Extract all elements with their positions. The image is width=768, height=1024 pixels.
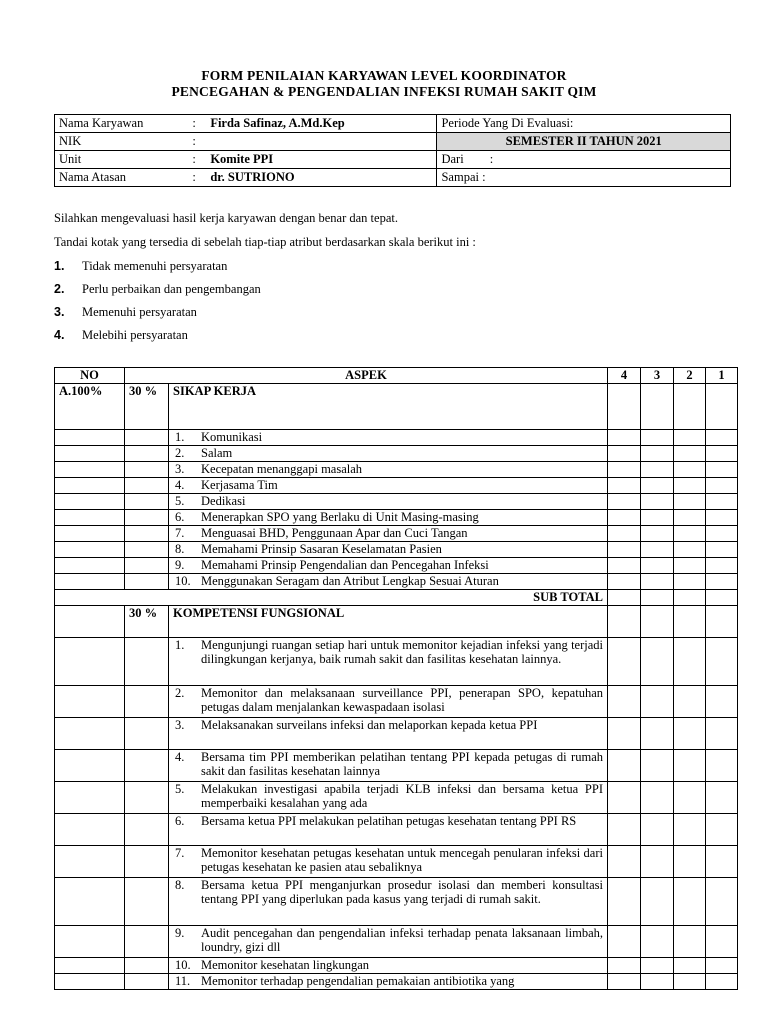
empty-cell [55, 574, 125, 590]
item-text: Salam [201, 446, 233, 460]
item-text: Memonitor kesehatan petugas kesehatan untuk mencegah penularan infeksi dari petugas kesehatan ke pasien atau sebaliknya [201, 846, 603, 874]
empty-cell [55, 814, 125, 846]
score-cell[interactable] [608, 686, 641, 718]
empty-cell [125, 542, 169, 558]
table-row [55, 638, 738, 686]
score-cell[interactable] [608, 478, 641, 494]
score-cell[interactable] [641, 958, 674, 974]
item-text: Dedikasi [201, 494, 246, 508]
empty-cell [125, 462, 169, 478]
section-title: KOMPETENSI FUNGSIONAL [169, 606, 608, 638]
score-cell[interactable] [608, 926, 641, 958]
form-subtitle: PENCEGAHAN & PENGENDALIAN INFEKSI RUMAH SAKIT QIM [171, 84, 597, 99]
item-number: 5. [175, 494, 185, 508]
scale-item [54, 282, 261, 297]
semester-value: SEMESTER II TAHUN 2021 [437, 133, 731, 151]
list-item [173, 878, 603, 906]
score-cell[interactable] [674, 494, 706, 510]
aspect-item [169, 814, 608, 846]
score-cell[interactable] [706, 846, 738, 878]
table-row [55, 686, 738, 718]
score-cell[interactable] [706, 510, 738, 526]
empty-cell [125, 814, 169, 846]
item-number: 2. [175, 446, 185, 460]
empty-cell [125, 974, 169, 990]
table-row [55, 494, 738, 510]
aspect-item [169, 510, 608, 526]
score-cell[interactable] [706, 494, 738, 510]
item-text: Melakukan investigasi apabila terjadi KLB infeksi dan bersama ketua PPI memperbaiki kesalahan yang ada [201, 782, 603, 810]
periode-label: Periode Yang Di Evaluasi: [437, 115, 731, 133]
score-cell[interactable] [674, 542, 706, 558]
scale-number: 4. [54, 328, 65, 342]
empty-cell [55, 718, 125, 750]
score-cell[interactable] [641, 606, 674, 638]
score-cell[interactable] [706, 926, 738, 958]
score-cell[interactable] [706, 718, 738, 750]
table-row [55, 926, 738, 958]
list-item [173, 430, 603, 444]
score-cell[interactable] [706, 430, 738, 446]
colon: : [188, 151, 206, 169]
empty-cell [125, 718, 169, 750]
list-item [173, 718, 603, 732]
score-cell[interactable] [706, 590, 738, 606]
empty-cell [125, 574, 169, 590]
empty-cell [55, 430, 125, 446]
score-cell[interactable] [641, 446, 674, 462]
score-cell[interactable] [674, 574, 706, 590]
score-cell[interactable] [608, 750, 641, 782]
score-cell[interactable] [674, 750, 706, 782]
table-row [55, 750, 738, 782]
table-row [55, 446, 738, 462]
assessment-table [54, 367, 738, 990]
aspect-item [169, 926, 608, 958]
empty-cell [125, 446, 169, 462]
empty-cell [55, 782, 125, 814]
header-score-1: 1 [706, 368, 738, 384]
list-item [173, 750, 603, 778]
nama-label: Nama Karyawan [55, 115, 189, 133]
score-cell[interactable] [706, 814, 738, 846]
scale-label: Perlu perbaikan dan pengembangan [82, 282, 261, 296]
sampai-label: Sampai : [437, 169, 731, 187]
score-cell[interactable] [608, 814, 641, 846]
score-cell[interactable] [706, 384, 738, 430]
aspect-item [169, 526, 608, 542]
item-number: 7. [175, 846, 185, 860]
table-row [55, 542, 738, 558]
score-cell[interactable] [641, 750, 674, 782]
score-cell[interactable] [674, 510, 706, 526]
item-number: 6. [175, 510, 185, 524]
score-cell[interactable] [608, 846, 641, 878]
aspect-item [169, 718, 608, 750]
score-cell[interactable] [674, 590, 706, 606]
score-cell[interactable] [608, 494, 641, 510]
colon: : [188, 115, 206, 133]
item-number: 3. [175, 718, 185, 732]
section-weight: 30 % [125, 384, 169, 430]
score-cell[interactable] [706, 878, 738, 926]
score-cell[interactable] [706, 686, 738, 718]
item-number: 3. [175, 462, 185, 476]
scale-label: Memenuhi persyaratan [82, 305, 197, 319]
item-text: Bersama ketua PPI melakukan pelatihan petugas kesehatan tentang PPI RS [201, 814, 577, 828]
empty-cell [55, 846, 125, 878]
score-cell[interactable] [674, 478, 706, 494]
empty-cell [55, 878, 125, 926]
score-cell[interactable] [674, 718, 706, 750]
score-cell[interactable] [674, 384, 706, 430]
list-item [173, 462, 603, 476]
item-number: 10. [175, 574, 191, 588]
item-text: Mengunjungi ruangan setiap hari untuk memonitor kejadian infeksi yang terjadi dilingkungan kerjanya, baik rumah sakit dan fasilitas kesehatan lainnya. [201, 638, 603, 666]
item-text: Memahami Prinsip Sasaran Keselamatan Pasien [201, 542, 442, 556]
table-row [55, 510, 738, 526]
scale-number: 1. [54, 259, 65, 273]
score-cell[interactable] [706, 574, 738, 590]
item-text: Memonitor kesehatan lingkungan [201, 958, 370, 972]
list-item [173, 926, 603, 954]
table-row [55, 574, 738, 590]
score-cell[interactable] [641, 526, 674, 542]
empty-cell [55, 558, 125, 574]
list-item [173, 558, 603, 572]
aspect-item [169, 638, 608, 686]
section-title: SIKAP KERJA [169, 384, 608, 430]
score-cell[interactable] [706, 446, 738, 462]
table-row [55, 462, 738, 478]
table-row [55, 878, 738, 926]
item-text: Menerapkan SPO yang Berlaku di Unit Masing-masing [201, 510, 479, 524]
scale-number: 2. [54, 282, 65, 296]
empty-cell [55, 494, 125, 510]
empty-cell [125, 686, 169, 718]
list-item [173, 958, 603, 972]
item-text: Audit pencegahan dan pengendalian infeksi terhadap penata laksanaan limbah, loundry, gizi dll [201, 926, 603, 954]
empty-cell [125, 510, 169, 526]
empty-cell [55, 510, 125, 526]
instruction-2: Tandai kotak yang tersedia di sebelah tiap-tiap atribut berdasarkan skala berikut ini : [54, 235, 476, 249]
score-cell[interactable] [674, 782, 706, 814]
employee-info-table [54, 114, 731, 187]
empty-cell [55, 750, 125, 782]
atasan-value: dr. SUTRIONO [206, 169, 437, 187]
item-number: 10. [175, 958, 191, 972]
aspect-item [169, 782, 608, 814]
nama-value: Firda Safinaz, A.Md.Kep [206, 115, 437, 133]
scale-item [54, 259, 227, 274]
score-cell[interactable] [608, 446, 641, 462]
aspect-item [169, 974, 608, 990]
score-cell[interactable] [641, 686, 674, 718]
item-number: 2. [175, 686, 185, 700]
score-cell[interactable] [641, 718, 674, 750]
item-number: 8. [175, 542, 185, 556]
score-cell[interactable] [706, 750, 738, 782]
header-score-3: 3 [641, 368, 674, 384]
item-text: Komunikasi [201, 430, 263, 444]
subtotal-row [55, 590, 738, 606]
score-cell[interactable] [641, 574, 674, 590]
item-text: Memonitor terhadap pengendalian pemakaian antibiotika yang [201, 974, 515, 988]
score-cell[interactable] [608, 718, 641, 750]
empty-cell [55, 686, 125, 718]
item-number: 4. [175, 478, 185, 492]
score-cell[interactable] [674, 606, 706, 638]
header-score-4: 4 [608, 368, 641, 384]
score-cell[interactable] [674, 814, 706, 846]
empty-cell [55, 542, 125, 558]
score-cell[interactable] [706, 782, 738, 814]
form-title: FORM PENILAIAN KARYAWAN LEVEL KOORDINATOR [201, 68, 567, 83]
empty-cell [55, 974, 125, 990]
item-text: Memahami Prinsip Pengendalian dan Pencegahan Infeksi [201, 558, 489, 572]
scale-label: Tidak memenuhi persyaratan [82, 259, 228, 273]
scale-label: Melebihi persyaratan [82, 328, 188, 342]
item-number: 9. [175, 926, 185, 940]
empty-cell [125, 846, 169, 878]
item-text: Menggunakan Seragam dan Atribut Lengkap Sesuai Aturan [201, 574, 499, 588]
score-cell[interactable] [608, 430, 641, 446]
score-cell[interactable] [674, 446, 706, 462]
empty-cell [125, 526, 169, 542]
list-item [173, 974, 603, 988]
empty-cell [55, 446, 125, 462]
item-number: 1. [175, 638, 185, 652]
score-cell[interactable] [706, 462, 738, 478]
score-cell[interactable] [674, 974, 706, 990]
score-cell[interactable] [706, 478, 738, 494]
score-cell[interactable] [674, 958, 706, 974]
item-text: Menguasai BHD, Penggunaan Apar dan Cuci Tangan [201, 526, 468, 540]
score-cell[interactable] [608, 638, 641, 686]
table-row [55, 430, 738, 446]
empty-cell [55, 478, 125, 494]
nik-label: NIK [55, 133, 189, 151]
item-number: 6. [175, 814, 185, 828]
empty-cell [55, 526, 125, 542]
scale-item [54, 305, 197, 320]
score-cell[interactable] [674, 558, 706, 574]
table-row [55, 846, 738, 878]
list-item [173, 542, 603, 556]
item-text: Bersama ketua PPI menganjurkan prosedur isolasi dan memberi konsultasi tentang PPI yang diperlukan pada kasus yang terjadi di rumah sakit. [201, 878, 603, 906]
score-cell[interactable] [706, 606, 738, 638]
score-cell[interactable] [674, 638, 706, 686]
dari-field [437, 151, 731, 169]
aspect-item [169, 462, 608, 478]
instruction-1: Silahkan mengevaluasi hasil kerja karyawan dengan benar dan tepat. [54, 211, 398, 225]
aspect-item [169, 430, 608, 446]
score-cell[interactable] [706, 526, 738, 542]
empty-cell [125, 430, 169, 446]
colon: : [489, 152, 494, 166]
list-item [173, 814, 603, 828]
item-number: 5. [175, 782, 185, 796]
unit-value: Komite PPI [206, 151, 437, 169]
score-cell[interactable] [641, 494, 674, 510]
header-aspek: ASPEK [125, 368, 608, 384]
dari-label: Dari [441, 152, 464, 166]
aspect-item [169, 558, 608, 574]
table-row [55, 814, 738, 846]
item-text: Memonitor dan melaksanaan surveillance PPI, penerapan SPO, kepatuhan petugas dalam menjalankan kewaspadaan isolasi [201, 686, 603, 714]
score-cell[interactable] [608, 462, 641, 478]
list-item [173, 478, 603, 492]
score-cell[interactable] [641, 878, 674, 926]
colon: : [188, 169, 206, 187]
score-cell[interactable] [608, 558, 641, 574]
empty-cell [55, 958, 125, 974]
score-cell[interactable] [641, 974, 674, 990]
score-cell[interactable] [706, 558, 738, 574]
score-cell[interactable] [641, 510, 674, 526]
score-cell[interactable] [608, 510, 641, 526]
empty-cell [125, 926, 169, 958]
score-cell[interactable] [608, 542, 641, 558]
item-number: 8. [175, 878, 185, 892]
item-number: 7. [175, 526, 185, 540]
scale-item [54, 328, 188, 343]
table-row [55, 478, 738, 494]
empty-cell [125, 958, 169, 974]
score-cell[interactable] [641, 462, 674, 478]
score-cell[interactable] [706, 958, 738, 974]
score-cell[interactable] [641, 926, 674, 958]
score-cell[interactable] [641, 478, 674, 494]
item-text: Kecepatan menanggapi masalah [201, 462, 363, 476]
list-item [173, 638, 603, 666]
table-row [55, 958, 738, 974]
item-number: 9. [175, 558, 185, 572]
score-cell[interactable] [641, 782, 674, 814]
list-item [173, 510, 603, 524]
aspect-item [169, 542, 608, 558]
list-item [173, 574, 603, 588]
aspect-item [169, 846, 608, 878]
aspect-item [169, 878, 608, 926]
item-text: Kerjasama Tim [201, 478, 278, 492]
aspect-item [169, 750, 608, 782]
score-cell[interactable] [641, 846, 674, 878]
empty-cell [125, 878, 169, 926]
aspect-item [169, 446, 608, 462]
item-text: Bersama tim PPI memberikan pelatihan tentang PPI kepada petugas di rumah sakit dan fasilitas kesehatan lainnya [201, 750, 603, 778]
score-cell[interactable] [608, 606, 641, 638]
score-cell[interactable] [641, 542, 674, 558]
score-cell[interactable] [608, 384, 641, 430]
unit-label: Unit [55, 151, 189, 169]
score-cell[interactable] [674, 462, 706, 478]
header-score-2: 2 [674, 368, 706, 384]
score-cell[interactable] [608, 574, 641, 590]
section-weight: 30 % [125, 606, 169, 638]
section-row [55, 606, 738, 638]
score-cell[interactable] [706, 974, 738, 990]
score-cell[interactable] [608, 590, 641, 606]
score-cell[interactable] [674, 926, 706, 958]
list-item [173, 686, 603, 714]
score-cell[interactable] [608, 958, 641, 974]
empty-cell [125, 750, 169, 782]
empty-cell [55, 638, 125, 686]
table-row [55, 558, 738, 574]
list-item [173, 846, 603, 874]
list-item [173, 446, 603, 460]
score-cell[interactable] [608, 974, 641, 990]
list-item [173, 494, 603, 508]
score-cell[interactable] [674, 430, 706, 446]
table-row [55, 782, 738, 814]
aspect-item [169, 958, 608, 974]
list-item [173, 782, 603, 810]
item-number: 11. [175, 974, 191, 988]
empty-cell [55, 462, 125, 478]
header-no: NO [55, 368, 125, 384]
table-row [55, 718, 738, 750]
aspect-item [169, 494, 608, 510]
item-text: Melaksanakan surveilans infeksi dan melaporkan kepada ketua PPI [201, 718, 538, 732]
empty-cell [125, 478, 169, 494]
subtotal-label: SUB TOTAL [55, 590, 608, 606]
empty-cell [125, 558, 169, 574]
aspect-item [169, 478, 608, 494]
aspect-item [169, 686, 608, 718]
empty-cell [125, 494, 169, 510]
table-row [55, 974, 738, 990]
atasan-label: Nama Atasan [55, 169, 189, 187]
score-cell[interactable] [674, 686, 706, 718]
score-cell[interactable] [641, 558, 674, 574]
section-code: A.100% [55, 384, 125, 430]
scale-number: 3. [54, 305, 65, 319]
colon: : [188, 133, 206, 151]
empty-cell [55, 606, 125, 638]
score-cell[interactable] [674, 846, 706, 878]
empty-cell [55, 926, 125, 958]
empty-cell [125, 782, 169, 814]
score-cell[interactable] [608, 782, 641, 814]
score-cell[interactable] [706, 638, 738, 686]
score-cell[interactable] [641, 590, 674, 606]
score-cell[interactable] [641, 430, 674, 446]
score-cell[interactable] [706, 542, 738, 558]
score-cell[interactable] [608, 526, 641, 542]
score-cell[interactable] [674, 526, 706, 542]
empty-cell [125, 638, 169, 686]
item-number: 1. [175, 430, 185, 444]
list-item [173, 526, 603, 540]
score-cell[interactable] [641, 814, 674, 846]
score-cell[interactable] [674, 878, 706, 926]
aspect-item [169, 574, 608, 590]
score-cell[interactable] [641, 384, 674, 430]
table-row [55, 526, 738, 542]
score-cell[interactable] [608, 878, 641, 926]
score-cell[interactable] [641, 638, 674, 686]
nik-value [206, 133, 437, 151]
item-number: 4. [175, 750, 185, 764]
